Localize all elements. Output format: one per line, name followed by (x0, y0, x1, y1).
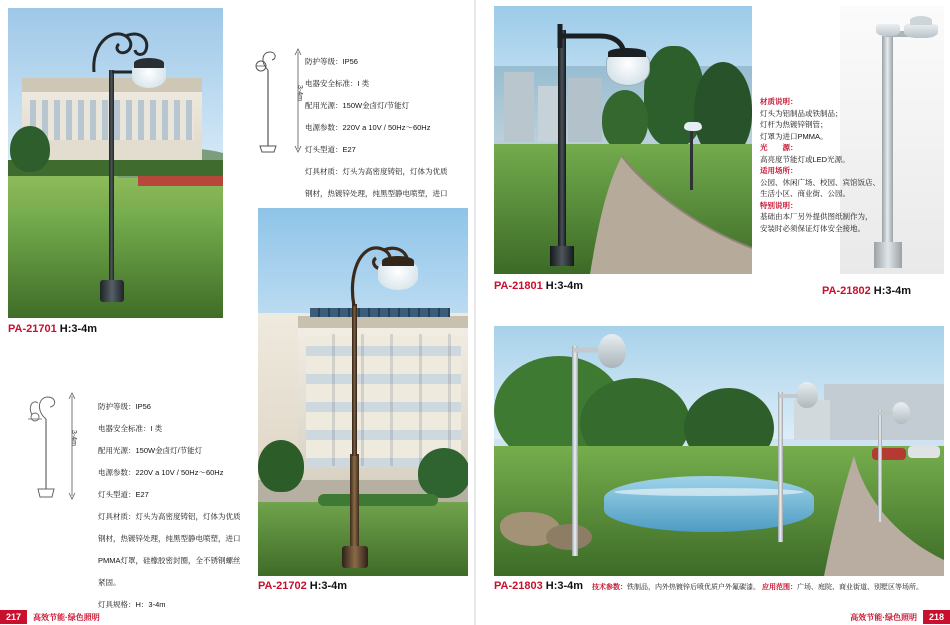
footer-right (844, 609, 950, 625)
spec-line: 灯罩为进口PMMA。 (760, 131, 828, 141)
spec-line: 配用光源：150W金卤灯/节能灯 (305, 101, 410, 110)
bottom-tagline (592, 582, 942, 592)
spec-line: 钢材，热镀锌处理，纯黑型静电喷塑，进口 (305, 189, 448, 198)
spec-line: 电器安全标准：I 类 (305, 79, 370, 88)
spec-line: 防护等级：IP56 (98, 402, 151, 411)
spec-line: 钢材，热镀锌处理，纯黑型静电喷塑，进口 (98, 534, 241, 543)
line-drawing-pa21702 (22, 385, 68, 503)
caption-code: PA-21702 (258, 580, 307, 592)
spec-line: 电器安全标准：I 类 (98, 424, 163, 433)
caption-height: H:3-4m (309, 580, 348, 592)
product-photo-pa21702 (258, 208, 468, 576)
caption-height: H:3-4m (59, 323, 98, 335)
spec-section-title: 材质说明： (760, 97, 798, 106)
lamp-head (904, 24, 938, 38)
lamp-pole (350, 454, 359, 558)
caption-height: H:3-4m (545, 280, 584, 292)
product-photo-pa21701 (8, 8, 223, 318)
lamp-pole-upper (352, 304, 357, 456)
spec-line: 灯头为铝制品或铁制品； (760, 108, 843, 118)
spec-section-title: 特别说明： (760, 200, 798, 210)
spec-line: 公园、休闲广场、校园、宾馆饭店、 (760, 177, 880, 187)
product-photo-pa21801 (494, 6, 752, 274)
dimension-label-bottom: 3-4m (70, 430, 77, 446)
caption-pa21801 (494, 280, 583, 292)
lamp-head (606, 54, 650, 86)
lamp-pole (572, 346, 578, 556)
product-photo-pa21803 (494, 326, 944, 576)
spec-line: 生活小区、商业街、公园。 (760, 189, 850, 198)
spec-line: 灯具材质：灯头为高密度铸铝，灯体为优质 (98, 512, 241, 521)
caption-code: PA-21802 (822, 285, 871, 297)
spec-text-bottom (98, 390, 253, 610)
spec-line: 配用光源：150W金卤灯/节能灯 (98, 446, 203, 455)
caption-code: PA-21801 (494, 280, 543, 292)
tagline-label-scope: 应用范围： (761, 584, 797, 591)
lamp-pole (558, 30, 566, 260)
lamp-head-top (876, 24, 900, 36)
caption-code: PA-21803 (494, 580, 543, 592)
line-drawing-pa21701 (248, 42, 288, 157)
spec-line: 电源参数：220V a 10V / 50Hz～60Hz (305, 123, 431, 132)
spec-line: 灯具材质：灯头为高密度铸铝，灯体为优质 (305, 167, 448, 176)
caption-code: PA-21701 (8, 323, 57, 335)
lamp-head (378, 264, 418, 290)
caption-pa21803 (494, 580, 583, 592)
spec-line: 灯头型道：E27 (305, 145, 356, 154)
spec-line: 灯具规格：H：3-4m (98, 600, 166, 609)
spec-line: 防护等级：IP56 (305, 57, 358, 66)
dimension-arrow-bottom (66, 392, 78, 500)
caption-pa21802 (822, 285, 911, 297)
caption-height: H:3-4m (545, 580, 584, 592)
spec-text-pa21802 (760, 96, 940, 234)
spec-line: PMMA灯罩，硅橡胶密封圈，全不锈钢螺丝 (98, 556, 241, 565)
page-number-left: 217 (0, 610, 27, 624)
lamp-pole (109, 70, 114, 295)
tagline-text-params: 铁制品，内外热镀锌后喷优质户外氟碳漆。 (627, 584, 760, 591)
page-spine (474, 0, 476, 625)
caption-height: H:3-4m (873, 285, 912, 297)
spec-line: 紧固。 (98, 578, 121, 587)
spec-section-title: 适用场所： (760, 166, 798, 175)
caption-pa21701 (8, 323, 97, 335)
spec-line: 灯杆为热镀锌钢管； (760, 120, 828, 129)
tagline-label-params: 技术参数： (592, 584, 627, 591)
spec-line: 基础由本厂另外提供图纸制作为， (760, 212, 873, 221)
spec-section-title: 光 源： (760, 143, 798, 152)
spec-line: 高亮度节能灯或LED光源。 (760, 154, 850, 164)
footer-text-right: 高效节能·绿色照明 (850, 612, 917, 622)
page-number-right: 218 (923, 610, 950, 624)
spec-line: 电源参数：220V a 10V / 50Hz～60Hz (98, 468, 224, 477)
spec-line: 灯头型道：E27 (98, 490, 149, 499)
footer-left (0, 609, 106, 625)
dimension-label-top: 3-4m (296, 85, 303, 101)
lamp-head (132, 66, 166, 88)
footer-text-left: 高效节能·绿色照明 (33, 612, 100, 622)
spec-line: 安装时必须保证灯体安全接地。 (760, 223, 865, 233)
caption-pa21702 (258, 580, 347, 592)
tagline-text-scope: 广场、庭院、商业街道、别墅区等场所。 (796, 584, 923, 591)
